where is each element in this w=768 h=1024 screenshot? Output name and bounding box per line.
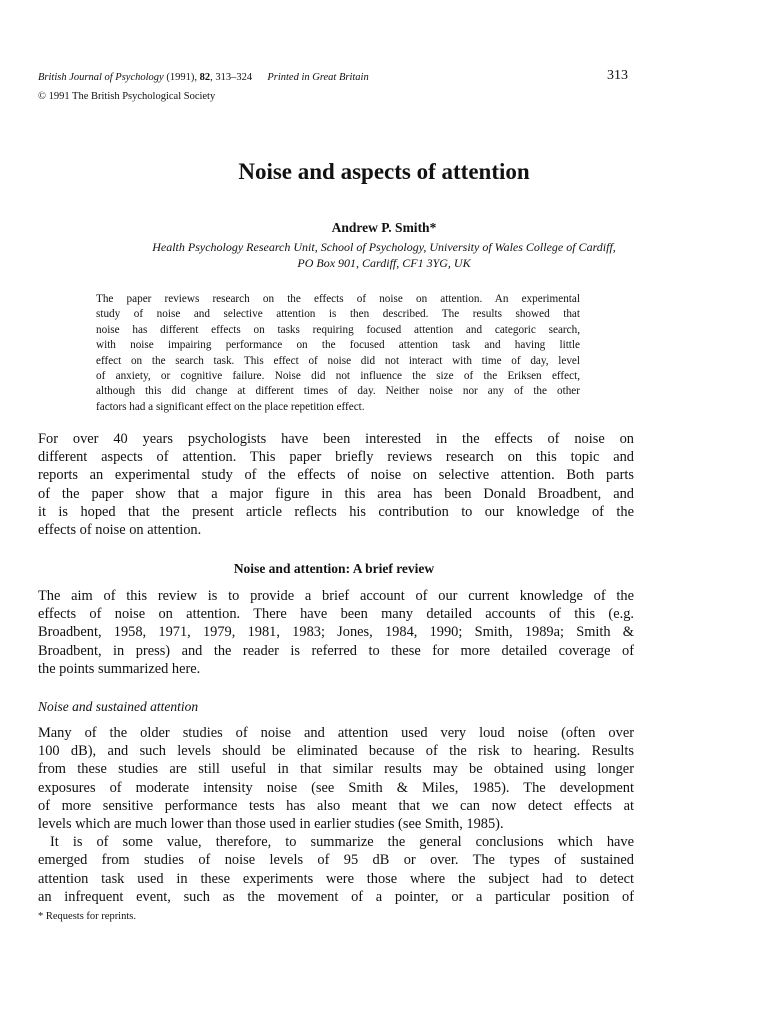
abstract-line: study of noise and selective attention is then described. The results showed that: [96, 308, 580, 321]
journal-pages: , 313–324: [210, 72, 253, 83]
text-line: it is hoped that the present article reflects his contribution to our knowledge of the: [38, 503, 634, 520]
text-line: the points summarized here.: [38, 660, 201, 677]
text-line: Many of the older studies of noise and attention used very loud noise (often over: [38, 725, 634, 741]
journal-volume: 82: [199, 72, 211, 83]
text-line: reports an experimental study of the effects of noise on selective attention. Both parts: [38, 467, 634, 484]
text-line: emerged from studies of noise levels of 95 dB or over. The types of sustained: [38, 852, 634, 869]
subsection-heading: Noise and sustained attention: [38, 699, 199, 714]
text-line: It is of some value, therefore, to summarize the general conclusions which have: [50, 834, 634, 851]
text-line: from these studies are still useful in that similar results may be obtained using longer: [38, 761, 634, 778]
page-number: 313: [607, 68, 628, 83]
text-line: of more sensitive performance tests has also meant that we can now detect effects at: [38, 797, 634, 814]
abstract: [96, 292, 580, 415]
journal-name: British Journal of Psychology: [38, 72, 164, 83]
text-line: For over 40 years psychologists have been interested in the effects of noise on: [38, 431, 634, 447]
text-line: Broadbent, in press) and the reader is referred to these for more detailed coverage of: [38, 642, 634, 659]
text-line: different aspects of attention. This paper briefly reviews research on this topic and: [38, 449, 634, 466]
text-line: an infrequent event, such as the movement of a pointer, or a particular position of: [38, 888, 634, 905]
text-line: of the paper show that a major figure in this area has been Donald Broadbent, and: [38, 485, 634, 502]
printed-in: Printed in Great Britain: [267, 72, 369, 83]
text-line: The aim of this review is to provide a brief account of our current knowledge of the: [38, 588, 634, 604]
article-title: Noise and aspects of attention: [238, 159, 530, 184]
footnote: * Requests for reprints.: [38, 911, 136, 922]
abstract-line: noise has different effects on tasks requiring focused attention and categoric search,: [96, 323, 580, 336]
author-affiliation-line-1: Health Psychology Research Unit, School of Psychology, University of Wales College of Cardiff,: [152, 240, 616, 254]
author-affiliation-line-2: PO Box 901, Cardiff, CF1 3YG, UK: [297, 256, 471, 270]
text-line: effects of noise on attention. There have been many detailed accounts of this (e.g.: [38, 606, 634, 623]
text-line: Broadbent, 1958, 1971, 1979, 1981, 1983; Jones, 1984, 1990; Smith, 1989a; Smith &: [38, 624, 634, 641]
abstract-line: factors had a significant effect on the place repetition effect.: [96, 400, 365, 413]
article-author: Andrew P. Smith*: [331, 220, 437, 235]
abstract-line: The paper reviews research on the effects of noise on attention. An experimental: [96, 293, 580, 305]
abstract-line: effect on the search task. This effect of noise did not interact with time of day, level: [96, 354, 580, 367]
review-paragraph: [38, 587, 634, 678]
abstract-line: although this did change at different times of day. Neither noise nor any of the other: [96, 385, 580, 398]
section-heading: Noise and attention: A brief review: [233, 561, 435, 576]
text-line: effects of noise on attention.: [38, 522, 202, 539]
text-line: levels which are much lower than those used in earlier studies (see Smith, 1985).: [38, 816, 504, 833]
copyright-line: © 1991 The British Psychological Society: [38, 91, 216, 102]
intro-paragraph: [38, 430, 634, 539]
sustained-attention-paragraphs: [38, 724, 634, 906]
text-line: attention task used in these experiments were those where the subject had to detect: [38, 870, 634, 887]
journal-year: (1991),: [166, 72, 200, 83]
journal-citation: [38, 71, 369, 85]
text-line: exposures of moderate intensity noise (see Smith & Miles, 1985). The development: [38, 779, 634, 796]
abstract-line: with noise impairing performance on the focused attention task and having little: [96, 339, 580, 352]
abstract-line: of anxiety, or cognitive failure. Noise did not influence the size of the Eriksen effect,: [96, 370, 580, 383]
text-line: 100 dB), and such levels should be eliminated because of the risk to hearing. Results: [38, 743, 634, 760]
